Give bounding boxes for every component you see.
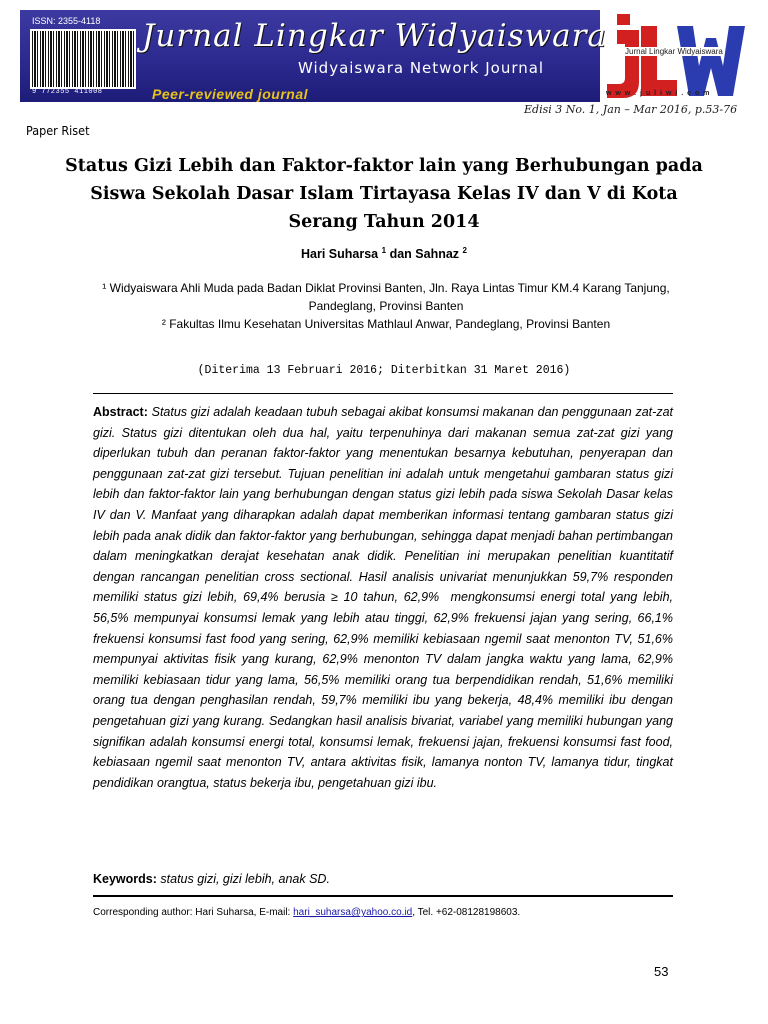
logo-letter-w bbox=[677, 26, 745, 96]
received-published-dates: (Diterima 13 Februari 2016; Diterbitkan 31 Maret 2016) bbox=[197, 364, 571, 377]
logo-url: w w w . j u l i w i . c o m bbox=[606, 90, 711, 97]
affiliation-1-line-1: ¹ Widyaiswara Ahli Muda pada Badan Diklat Provinsi Banten, Jln. Raya Lintas Timur KM.4 Karang Tanjung, bbox=[102, 281, 670, 295]
top-divider bbox=[93, 393, 673, 394]
edition-info: Edisi 3 No. 1, Jan – Mar 2016, p.53-76 bbox=[524, 103, 738, 116]
abstract-body: Status gizi adalah keadaan tubuh sebagai akibat konsumsi makanan dan penggunaan zat-zat gizi. Status gizi ditentukan oleh dua hal, yaitu terpenuhinya dari makanan semua zat-zat gizi yang diperlukan tubuh dan peranan faktor-faktor yang menentukan besarnya kebutuhan, penyerapan dan penggunaan zat-zat gizi tersebut. Tujuan penelitian ini adalah untuk mengetahui gambaran status gizi lebih dan faktor-faktor lain yang berhubungan dengan status gizi lebih pada siswa Sekolah Dasar kelas IV dan V. Manfaat yang diharapkan adalah dapat memberikan informasi tentang gambaran status gizi lebih pada anak didik dan faktor-faktor yang berhubungan, sehingga dapat menjadi bahan pertimbangan dalam meningkatkan derajat kesehatan anak didik. Penelitian ini merupakan penelitian kuantitatif dengan rancangan penelitian cross sectional. Hasil analisis univariat menunjukkan 59,7% responden memiliki status gizi lebih, 69,4% berusia ≥ 10 tahun, 62,9% mengkonsumsi energi total yang lebih, 56,5% mempunyai konsumsi lemak yang lebih atau tinggi, 62,9% frekuensi jajan yang sering, 66,1% frekuensi konsumsi fast food yang sering, 62,9% memiliki kebiasaan ngemil saat menonton TV, 51,6% mempunyai aktivitas fisik yang kurang, 62,9% menonton TV dalam jangka waktu yang lama, 62,9% memiliki kebiasaan tidur yang lama, 56,5% memiliki orang tua berpendidikan rendah, 51,6% memiliki orang tua dengan penghasilan rendah, 59,7% memiliki ibu yang bekerja, 48,4% memiliki ibu dengan pengetahuan gizi yang kurang. Sedangkan hasil analisis bivariat, variabel yang memiliki hubungan yang signifikan adalah konsumsi energi total, konsumsi lemak, frekuensi jajan, frekuensi konsumsi fast food, kebiasaan ngemil saat menonton TV, antara aktivitas fisik, lamanya nonton TV, lamanya tidur, tingkat pendidikan orangtua, status bekerja ibu, pengetahuan gizi ibu. bbox=[93, 405, 677, 790]
author-superscript: 1 bbox=[381, 246, 387, 255]
author-name: Hari Suharsa bbox=[301, 247, 379, 262]
logo-caption: Jurnal Lingkar Widyaiswara bbox=[625, 47, 723, 56]
keywords-text: status gizi, gizi lebih, anak SD. bbox=[160, 872, 330, 886]
affiliation-1-line-2: Pandeglang, Provinsi Banten bbox=[308, 299, 464, 313]
keywords-label: Keywords: bbox=[93, 872, 157, 886]
author-line bbox=[0, 246, 768, 261]
paper-type-label: Paper Riset bbox=[26, 123, 90, 138]
issn: ISSN: 2355-4118 bbox=[32, 16, 101, 26]
logo-letter-l bbox=[641, 26, 677, 96]
corresponding-author bbox=[93, 907, 693, 918]
author-name: Sahnaz bbox=[415, 247, 460, 262]
author-superscript: 2 bbox=[462, 246, 467, 255]
logo-dot bbox=[617, 14, 630, 25]
corresponding-suffix: , Tel. +62-08128198603. bbox=[412, 907, 521, 918]
author-conjunction: dan bbox=[389, 247, 412, 262]
affiliation-2: ² Fakultas Ilmu Kesehatan Universitas Mathlaul Anwar, Pandeglang, Provinsi Banten bbox=[161, 317, 611, 331]
keywords bbox=[93, 872, 673, 886]
article-title: Status Gizi Lebih dan Faktor-faktor lain yang Berhubungan pada Siswa Sekolah Dasar Islam Tirtayasa Kelas IV dan V di Kota Serang Tahun 2014 bbox=[65, 156, 703, 232]
author-email-link[interactable]: hari_suharsa@yahoo.co.id bbox=[293, 907, 413, 918]
abstract-label: Abstract: bbox=[93, 405, 148, 419]
page-number: 53 bbox=[654, 964, 669, 979]
journal-subtitle: Widyaiswara Network Journal bbox=[298, 59, 545, 77]
corresponding-prefix: Corresponding author: Hari Suharsa, E-mail: bbox=[93, 907, 291, 918]
barcode-image bbox=[30, 29, 136, 89]
journal-banner bbox=[20, 10, 607, 102]
logo-letter-j bbox=[607, 30, 639, 98]
peer-reviewed-label: Peer-reviewed journal bbox=[152, 86, 309, 102]
barcode-number: 9 772355 411008 bbox=[32, 88, 103, 96]
abstract bbox=[93, 402, 677, 793]
bottom-divider bbox=[93, 895, 673, 897]
journal-title: Jurnal Lingkar Widyaiswara bbox=[142, 18, 607, 54]
